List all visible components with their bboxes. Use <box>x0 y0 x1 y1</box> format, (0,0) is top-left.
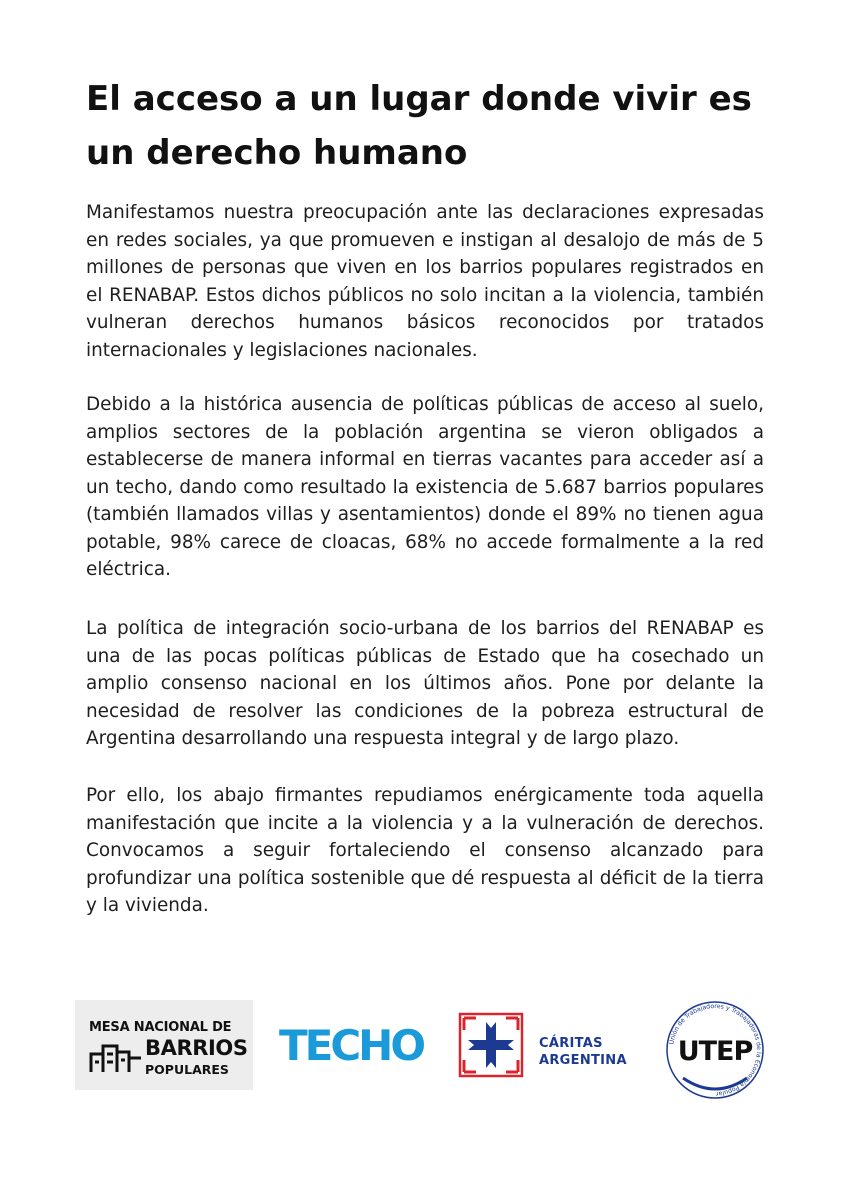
mesa-logo-line1: MESA NACIONAL DE <box>89 1020 232 1035</box>
utep-acronym: UTEP <box>677 1036 753 1067</box>
paragraph-2: Debido a la histórica ausencia de políticas públicas de acceso al suelo, amplios sectores de la población argentina se vieron obligados a establecerse de manera informal en tierras vacantes para acceder así a un techo, dando como resultado la existencia de 5.687 barrios populares (también llamados villas y asentamientos) donde el 89% no tienen agua potable, 98% carece de cloacas, 68% no accede formalmente a la red eléctrica. <box>86 394 764 580</box>
caritas-logo-text <box>539 1035 627 1069</box>
utep-logo <box>665 1000 765 1100</box>
paragraph-3: La política de integración socio-urbana de los barrios del RENABAP es una de las pocas políticas públicas de Estado que ha cosechado un amplio consenso nacional en los últimos años. Pone por delante la necesidad de resolver las condiciones de la pobreza estructural de Argentina desarrollando una respuesta integral y de largo plazo. <box>86 618 764 749</box>
techo-logo <box>279 1022 425 1070</box>
page-title: El acceso a un lugar donde vivir es un derecho humano <box>86 79 752 173</box>
paragraph-1: Manifestamos nuestra preocupación ante las declaraciones expresadas en redes sociales, ya que promueven e instigan al desalojo de más de 5 millones de personas que viven en los barrios populares registrados en el RENABAP. Estos dichos públicos no solo incitan a la violencia, también vulneran derechos humanos básicos reconocidos por tratados internacionales y legislaciones nacionales. <box>86 202 764 361</box>
caritas-cross-icon <box>456 1010 526 1080</box>
techo-logo-text: TECHO <box>279 1021 424 1070</box>
utep-emblem <box>665 1000 765 1100</box>
utep-ring-text: Unión de Trabajadores y Trabajadoras de la Economía Popular <box>668 1002 763 1098</box>
houses-icon <box>89 1038 143 1074</box>
mesa-barrios-populares-logo <box>75 1000 253 1090</box>
paragraph-4: Por ello, los abajo firmantes repudiamos enérgicamente toda aquella manifestación que incite a la violencia y a la vulneración de derechos. Convocamos a seguir fortaleciendo el consenso alcanzado para profundizar una política sostenible que dé respuesta al déficit de la tierra y la vivienda. <box>86 785 764 916</box>
mesa-logo-line3: POPULARES <box>145 1062 229 1077</box>
caritas-logo-line1: CÁRITAS <box>539 1036 603 1051</box>
caritas-logo-line2: ARGENTINA <box>539 1053 627 1068</box>
caritas-argentina-logo <box>456 1010 636 1080</box>
mesa-logo-line2: BARRIOS <box>145 1036 248 1060</box>
